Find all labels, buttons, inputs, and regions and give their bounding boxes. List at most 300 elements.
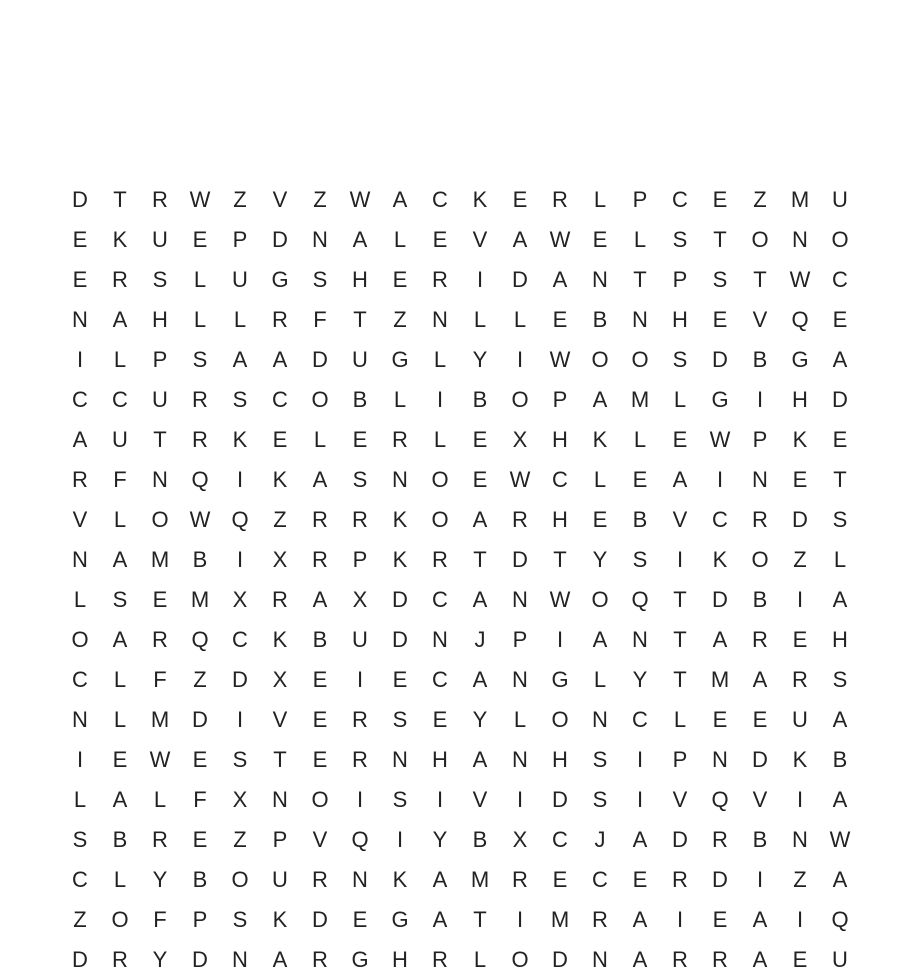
letter-cell[interactable]: P xyxy=(552,387,568,412)
letter-cell[interactable]: C xyxy=(432,667,448,692)
letter-cell[interactable]: M xyxy=(710,667,730,692)
letter-cell[interactable]: G xyxy=(711,387,729,412)
letter-cell[interactable]: R xyxy=(312,947,328,972)
letter-cell[interactable]: L xyxy=(113,707,127,732)
letter-cell[interactable]: H xyxy=(672,307,688,332)
letter-cell[interactable]: R xyxy=(72,467,88,492)
letter-cell[interactable]: O xyxy=(591,587,609,612)
letter-cell[interactable]: L xyxy=(513,307,527,332)
letter-cell[interactable]: R xyxy=(392,427,408,452)
letter-cell[interactable]: S xyxy=(592,787,608,812)
letter-cell[interactable]: L xyxy=(153,787,167,812)
letter-cell[interactable]: E xyxy=(272,427,288,452)
letter-cell[interactable]: E xyxy=(392,667,408,692)
letter-cell[interactable]: N xyxy=(592,707,608,732)
letter-cell[interactable]: Z xyxy=(793,867,807,892)
letter-cell[interactable]: U xyxy=(832,187,848,212)
letter-cell[interactable]: E xyxy=(552,307,568,332)
letter-cell[interactable]: Q xyxy=(711,787,729,812)
letter-cell[interactable]: L xyxy=(513,707,527,732)
letter-cell[interactable]: V xyxy=(272,707,288,732)
letter-cell[interactable]: I xyxy=(476,267,484,292)
letter-cell[interactable]: E xyxy=(632,467,648,492)
letter-cell[interactable]: L xyxy=(673,707,687,732)
letter-cell[interactable]: U xyxy=(352,347,368,372)
letter-cell[interactable]: Z xyxy=(73,907,87,932)
letter-cell[interactable]: D xyxy=(392,627,408,652)
letter-cell[interactable]: E xyxy=(112,747,128,772)
letter-cell[interactable]: E xyxy=(552,867,568,892)
letter-cell[interactable]: R xyxy=(272,307,288,332)
letter-cell[interactable]: I xyxy=(716,467,724,492)
letter-cell[interactable]: R xyxy=(352,747,368,772)
letter-cell[interactable]: V xyxy=(672,787,688,812)
letter-cell[interactable]: H xyxy=(832,627,848,652)
letter-cell[interactable]: R xyxy=(352,707,368,732)
letter-cell[interactable]: A xyxy=(592,627,608,652)
letter-cell[interactable]: W xyxy=(189,187,211,212)
letter-cell[interactable]: U xyxy=(352,627,368,652)
letter-cell[interactable]: E xyxy=(832,307,848,332)
letter-cell[interactable]: Z xyxy=(313,187,327,212)
letter-cell[interactable]: Q xyxy=(791,307,809,332)
letter-cell[interactable]: S xyxy=(592,747,608,772)
letter-cell[interactable]: U xyxy=(832,947,848,972)
letter-cell[interactable]: N xyxy=(592,267,608,292)
letter-cell[interactable]: W xyxy=(829,827,851,852)
letter-cell[interactable]: H xyxy=(352,267,368,292)
letter-cell[interactable]: O xyxy=(751,227,769,252)
letter-cell[interactable]: E xyxy=(432,707,448,732)
letter-cell[interactable]: B xyxy=(112,827,128,852)
letter-cell[interactable]: S xyxy=(312,267,328,292)
letter-cell[interactable]: B xyxy=(632,507,648,532)
letter-cell[interactable]: R xyxy=(192,427,208,452)
letter-cell[interactable]: V xyxy=(752,787,768,812)
letter-cell[interactable]: L xyxy=(233,307,247,332)
letter-cell[interactable]: L xyxy=(433,347,447,372)
letter-cell[interactable]: C xyxy=(232,627,248,652)
letter-cell[interactable]: D xyxy=(72,947,88,972)
letter-cell[interactable]: O xyxy=(151,507,169,532)
letter-cell[interactable]: N xyxy=(632,627,648,652)
letter-cell[interactable]: R xyxy=(672,947,688,972)
letter-cell[interactable]: I xyxy=(76,747,84,772)
letter-cell[interactable]: D xyxy=(832,387,848,412)
letter-cell[interactable]: L xyxy=(113,667,127,692)
letter-cell[interactable]: U xyxy=(792,707,808,732)
letter-cell[interactable]: E xyxy=(712,907,728,932)
letter-cell[interactable]: L xyxy=(313,427,327,452)
letter-cell[interactable]: P xyxy=(672,267,688,292)
letter-cell[interactable]: E xyxy=(792,627,808,652)
letter-cell[interactable]: K xyxy=(392,547,408,572)
letter-cell[interactable]: E xyxy=(352,907,368,932)
letter-cell[interactable]: A xyxy=(472,747,488,772)
letter-cell[interactable]: I xyxy=(236,707,244,732)
letter-cell[interactable]: A xyxy=(472,667,488,692)
letter-cell[interactable]: E xyxy=(72,267,88,292)
letter-cell[interactable]: A xyxy=(232,347,248,372)
letter-cell[interactable]: A xyxy=(272,947,288,972)
letter-cell[interactable]: H xyxy=(552,747,568,772)
letter-cell[interactable]: L xyxy=(593,187,607,212)
letter-cell[interactable]: D xyxy=(232,667,248,692)
letter-cell[interactable]: C xyxy=(592,867,608,892)
letter-cell[interactable]: E xyxy=(512,187,528,212)
letter-cell[interactable]: C xyxy=(712,507,728,532)
letter-cell[interactable]: I xyxy=(396,827,404,852)
letter-cell[interactable]: V xyxy=(472,787,488,812)
letter-cell[interactable]: H xyxy=(552,507,568,532)
letter-cell[interactable]: V xyxy=(672,507,688,532)
letter-cell[interactable]: G xyxy=(391,347,409,372)
letter-cell[interactable]: T xyxy=(473,547,487,572)
letter-cell[interactable]: I xyxy=(676,547,684,572)
letter-cell[interactable]: W xyxy=(549,587,571,612)
letter-cell[interactable]: R xyxy=(712,947,728,972)
letter-cell[interactable]: E xyxy=(632,867,648,892)
letter-cell[interactable]: N xyxy=(72,307,88,332)
letter-cell[interactable]: T xyxy=(673,587,687,612)
letter-cell[interactable]: K xyxy=(392,867,408,892)
letter-cell[interactable]: P xyxy=(192,907,208,932)
letter-cell[interactable]: Z xyxy=(273,507,287,532)
letter-cell[interactable]: A xyxy=(472,507,488,532)
letter-cell[interactable]: S xyxy=(112,587,128,612)
letter-cell[interactable]: C xyxy=(272,387,288,412)
letter-cell[interactable]: I xyxy=(756,867,764,892)
letter-cell[interactable]: N xyxy=(392,747,408,772)
letter-cell[interactable]: A xyxy=(112,787,128,812)
letter-cell[interactable]: D xyxy=(192,707,208,732)
letter-cell[interactable]: I xyxy=(636,787,644,812)
letter-cell[interactable]: B xyxy=(752,587,768,612)
letter-cell[interactable]: D xyxy=(312,347,328,372)
letter-cell[interactable]: A xyxy=(752,907,768,932)
letter-cell[interactable]: P xyxy=(672,747,688,772)
letter-cell[interactable]: R xyxy=(552,187,568,212)
letter-cell[interactable]: A xyxy=(472,587,488,612)
letter-cell[interactable]: S xyxy=(392,707,408,732)
letter-cell[interactable]: K xyxy=(272,627,288,652)
letter-cell[interactable]: E xyxy=(472,467,488,492)
letter-cell[interactable]: N xyxy=(712,747,728,772)
letter-cell[interactable]: D xyxy=(512,267,528,292)
letter-cell[interactable]: D xyxy=(552,787,568,812)
letter-cell[interactable]: Y xyxy=(632,667,648,692)
letter-cell[interactable]: X xyxy=(232,587,248,612)
letter-cell[interactable]: O xyxy=(511,947,529,972)
letter-cell[interactable]: X xyxy=(512,427,528,452)
letter-cell[interactable]: Y xyxy=(592,547,608,572)
letter-cell[interactable]: L xyxy=(393,387,407,412)
letter-cell[interactable]: Z xyxy=(193,667,207,692)
letter-cell[interactable]: S xyxy=(832,667,848,692)
letter-cell[interactable]: E xyxy=(312,747,328,772)
letter-cell[interactable]: R xyxy=(712,827,728,852)
letter-cell[interactable]: T xyxy=(153,427,167,452)
letter-cell[interactable]: N xyxy=(512,747,528,772)
letter-cell[interactable]: O xyxy=(431,507,449,532)
letter-cell[interactable]: N xyxy=(792,227,808,252)
letter-cell[interactable]: N xyxy=(592,947,608,972)
letter-cell[interactable]: S xyxy=(632,547,648,572)
letter-cell[interactable]: C xyxy=(832,267,848,292)
letter-cell[interactable]: E xyxy=(72,227,88,252)
letter-cell[interactable]: X xyxy=(272,547,288,572)
letter-cell[interactable]: L xyxy=(833,547,847,572)
letter-cell[interactable]: R xyxy=(312,547,328,572)
letter-cell[interactable]: K xyxy=(232,427,248,452)
letter-cell[interactable]: A xyxy=(72,427,88,452)
letter-cell[interactable]: X xyxy=(512,827,528,852)
letter-cell[interactable]: S xyxy=(232,747,248,772)
letter-cell[interactable]: P xyxy=(632,187,648,212)
letter-cell[interactable]: R xyxy=(512,867,528,892)
letter-cell[interactable]: T xyxy=(673,627,687,652)
letter-cell[interactable]: A xyxy=(272,347,288,372)
letter-cell[interactable]: O xyxy=(551,707,569,732)
letter-cell[interactable]: U xyxy=(152,387,168,412)
letter-cell[interactable]: X xyxy=(272,667,288,692)
letter-cell[interactable]: L xyxy=(673,387,687,412)
letter-cell[interactable]: S xyxy=(672,227,688,252)
letter-cell[interactable]: I xyxy=(236,467,244,492)
letter-cell[interactable]: L xyxy=(433,427,447,452)
letter-cell[interactable]: U xyxy=(272,867,288,892)
letter-cell[interactable]: O xyxy=(751,547,769,572)
letter-cell[interactable]: W xyxy=(149,747,171,772)
letter-cell[interactable]: T xyxy=(553,547,567,572)
letter-cell[interactable]: V xyxy=(72,507,88,532)
letter-cell[interactable]: Q xyxy=(231,507,249,532)
letter-cell[interactable]: C xyxy=(112,387,128,412)
letter-cell[interactable]: L xyxy=(193,307,207,332)
letter-cell[interactable]: Q xyxy=(191,627,209,652)
letter-cell[interactable]: T xyxy=(353,307,367,332)
letter-cell[interactable]: Z xyxy=(233,187,247,212)
letter-cell[interactable]: A xyxy=(432,867,448,892)
letter-cell[interactable]: M xyxy=(190,587,210,612)
letter-cell[interactable]: K xyxy=(112,227,128,252)
letter-cell[interactable]: L xyxy=(73,587,87,612)
letter-cell[interactable]: T xyxy=(753,267,767,292)
letter-cell[interactable]: I xyxy=(516,907,524,932)
letter-cell[interactable]: E xyxy=(592,507,608,532)
letter-cell[interactable]: H xyxy=(432,747,448,772)
letter-cell[interactable]: U xyxy=(152,227,168,252)
letter-cell[interactable]: T xyxy=(273,747,287,772)
letter-cell[interactable]: I xyxy=(76,347,84,372)
letter-cell[interactable]: C xyxy=(72,387,88,412)
letter-cell[interactable]: B xyxy=(752,347,768,372)
letter-cell[interactable]: A xyxy=(552,267,568,292)
letter-cell[interactable]: O xyxy=(231,867,249,892)
letter-cell[interactable]: X xyxy=(352,587,368,612)
letter-cell[interactable]: C xyxy=(552,467,568,492)
letter-cell[interactable]: L xyxy=(113,507,127,532)
letter-cell[interactable]: I xyxy=(556,627,564,652)
letter-cell[interactable]: S xyxy=(152,267,168,292)
letter-cell[interactable]: E xyxy=(752,707,768,732)
letter-cell[interactable]: L xyxy=(193,267,207,292)
letter-cell[interactable]: O xyxy=(591,347,609,372)
letter-cell[interactable]: D xyxy=(512,547,528,572)
letter-cell[interactable]: E xyxy=(832,427,848,452)
letter-cell[interactable]: H xyxy=(152,307,168,332)
letter-cell[interactable]: Q xyxy=(191,467,209,492)
letter-cell[interactable]: Z xyxy=(793,547,807,572)
letter-cell[interactable]: F xyxy=(153,907,167,932)
letter-cell[interactable]: P xyxy=(752,427,768,452)
letter-cell[interactable]: R xyxy=(312,507,328,532)
letter-cell[interactable]: H xyxy=(552,427,568,452)
letter-cell[interactable]: P xyxy=(232,227,248,252)
letter-cell[interactable]: T xyxy=(833,467,847,492)
letter-cell[interactable]: E xyxy=(312,707,328,732)
letter-cell[interactable]: T xyxy=(713,227,727,252)
letter-cell[interactable]: Y xyxy=(152,867,168,892)
letter-cell[interactable]: T xyxy=(113,187,127,212)
letter-cell[interactable]: E xyxy=(432,227,448,252)
letter-cell[interactable]: R xyxy=(112,267,128,292)
letter-cell[interactable]: I xyxy=(796,587,804,612)
letter-cell[interactable]: R xyxy=(752,627,768,652)
letter-cell[interactable]: E xyxy=(312,667,328,692)
letter-cell[interactable]: E xyxy=(152,587,168,612)
letter-cell[interactable]: A xyxy=(832,347,848,372)
letter-cell[interactable]: Z xyxy=(393,307,407,332)
letter-cell[interactable]: N xyxy=(272,787,288,812)
letter-cell[interactable]: L xyxy=(393,227,407,252)
letter-cell[interactable]: K xyxy=(272,907,288,932)
letter-cell[interactable]: Q xyxy=(351,827,369,852)
letter-cell[interactable]: I xyxy=(676,907,684,932)
letter-cell[interactable]: A xyxy=(512,227,528,252)
letter-cell[interactable]: L xyxy=(593,667,607,692)
letter-cell[interactable]: G xyxy=(391,907,409,932)
letter-cell[interactable]: M xyxy=(550,907,570,932)
letter-cell[interactable]: K xyxy=(792,427,808,452)
letter-cell[interactable]: E xyxy=(792,467,808,492)
letter-cell[interactable]: W xyxy=(549,347,571,372)
letter-cell[interactable]: I xyxy=(516,347,524,372)
letter-cell[interactable]: N xyxy=(512,587,528,612)
letter-cell[interactable]: C xyxy=(432,187,448,212)
letter-cell[interactable]: C xyxy=(672,187,688,212)
letter-cell[interactable]: D xyxy=(752,747,768,772)
letter-cell[interactable]: O xyxy=(311,787,329,812)
letter-cell[interactable]: N xyxy=(152,467,168,492)
letter-cell[interactable]: E xyxy=(192,227,208,252)
letter-cell[interactable]: G xyxy=(791,347,809,372)
letter-cell[interactable]: C xyxy=(72,667,88,692)
letter-cell[interactable]: O xyxy=(311,387,329,412)
letter-cell[interactable]: R xyxy=(152,827,168,852)
letter-cell[interactable]: N xyxy=(632,307,648,332)
letter-cell[interactable]: D xyxy=(712,587,728,612)
letter-cell[interactable]: H xyxy=(792,387,808,412)
letter-cell[interactable]: G xyxy=(551,667,569,692)
letter-cell[interactable]: T xyxy=(473,907,487,932)
letter-cell[interactable]: B xyxy=(472,827,488,852)
letter-cell[interactable]: W xyxy=(549,227,571,252)
letter-cell[interactable]: E xyxy=(392,267,408,292)
letter-cell[interactable]: D xyxy=(712,347,728,372)
letter-cell[interactable]: D xyxy=(72,187,88,212)
letter-cell[interactable]: K xyxy=(712,547,728,572)
letter-cell[interactable]: F xyxy=(313,307,327,332)
letter-cell[interactable]: V xyxy=(472,227,488,252)
letter-cell[interactable]: S xyxy=(72,827,88,852)
letter-cell[interactable]: I xyxy=(436,387,444,412)
letter-cell[interactable]: I xyxy=(516,787,524,812)
letter-cell[interactable]: I xyxy=(796,787,804,812)
letter-cell[interactable]: N xyxy=(312,227,328,252)
letter-cell[interactable]: C xyxy=(552,827,568,852)
letter-cell[interactable]: D xyxy=(192,947,208,972)
letter-cell[interactable]: X xyxy=(232,787,248,812)
letter-cell[interactable]: R xyxy=(352,507,368,532)
letter-cell[interactable]: U xyxy=(232,267,248,292)
letter-cell[interactable]: E xyxy=(712,707,728,732)
letter-cell[interactable]: R xyxy=(272,587,288,612)
letter-cell[interactable]: D xyxy=(792,507,808,532)
letter-cell[interactable]: E xyxy=(192,827,208,852)
letter-cell[interactable]: V xyxy=(752,307,768,332)
letter-cell[interactable]: A xyxy=(432,907,448,932)
letter-cell[interactable]: A xyxy=(312,467,328,492)
letter-cell[interactable]: R xyxy=(592,907,608,932)
letter-cell[interactable]: M xyxy=(470,867,490,892)
letter-cell[interactable]: W xyxy=(509,467,531,492)
letter-cell[interactable]: I xyxy=(236,547,244,572)
letter-cell[interactable]: P xyxy=(352,547,368,572)
letter-cell[interactable]: S xyxy=(392,787,408,812)
letter-cell[interactable]: D xyxy=(392,587,408,612)
letter-cell[interactable]: R xyxy=(432,267,448,292)
letter-cell[interactable]: L xyxy=(633,227,647,252)
letter-cell[interactable]: S xyxy=(192,347,208,372)
letter-cell[interactable]: A xyxy=(312,587,328,612)
letter-cell[interactable]: D xyxy=(712,867,728,892)
letter-cell[interactable]: E xyxy=(352,427,368,452)
letter-cell[interactable]: A xyxy=(752,947,768,972)
letter-cell[interactable]: L xyxy=(593,467,607,492)
letter-cell[interactable]: H xyxy=(392,947,408,972)
letter-cell[interactable]: A xyxy=(112,307,128,332)
letter-cell[interactable]: B xyxy=(312,627,328,652)
letter-cell[interactable]: O xyxy=(511,387,529,412)
letter-cell[interactable]: K xyxy=(272,467,288,492)
letter-cell[interactable]: E xyxy=(472,427,488,452)
letter-cell[interactable]: A xyxy=(832,707,848,732)
letter-cell[interactable]: G xyxy=(271,267,289,292)
letter-cell[interactable]: L xyxy=(113,867,127,892)
letter-cell[interactable]: C xyxy=(632,707,648,732)
letter-cell[interactable]: O xyxy=(631,347,649,372)
letter-cell[interactable]: B xyxy=(832,747,848,772)
letter-cell[interactable]: S xyxy=(832,507,848,532)
letter-cell[interactable]: N xyxy=(392,467,408,492)
letter-cell[interactable]: E xyxy=(712,187,728,212)
letter-cell[interactable]: R xyxy=(792,667,808,692)
letter-cell[interactable]: S xyxy=(232,387,248,412)
letter-cell[interactable]: M xyxy=(630,387,650,412)
letter-cell[interactable]: N xyxy=(432,627,448,652)
letter-cell[interactable]: O xyxy=(431,467,449,492)
